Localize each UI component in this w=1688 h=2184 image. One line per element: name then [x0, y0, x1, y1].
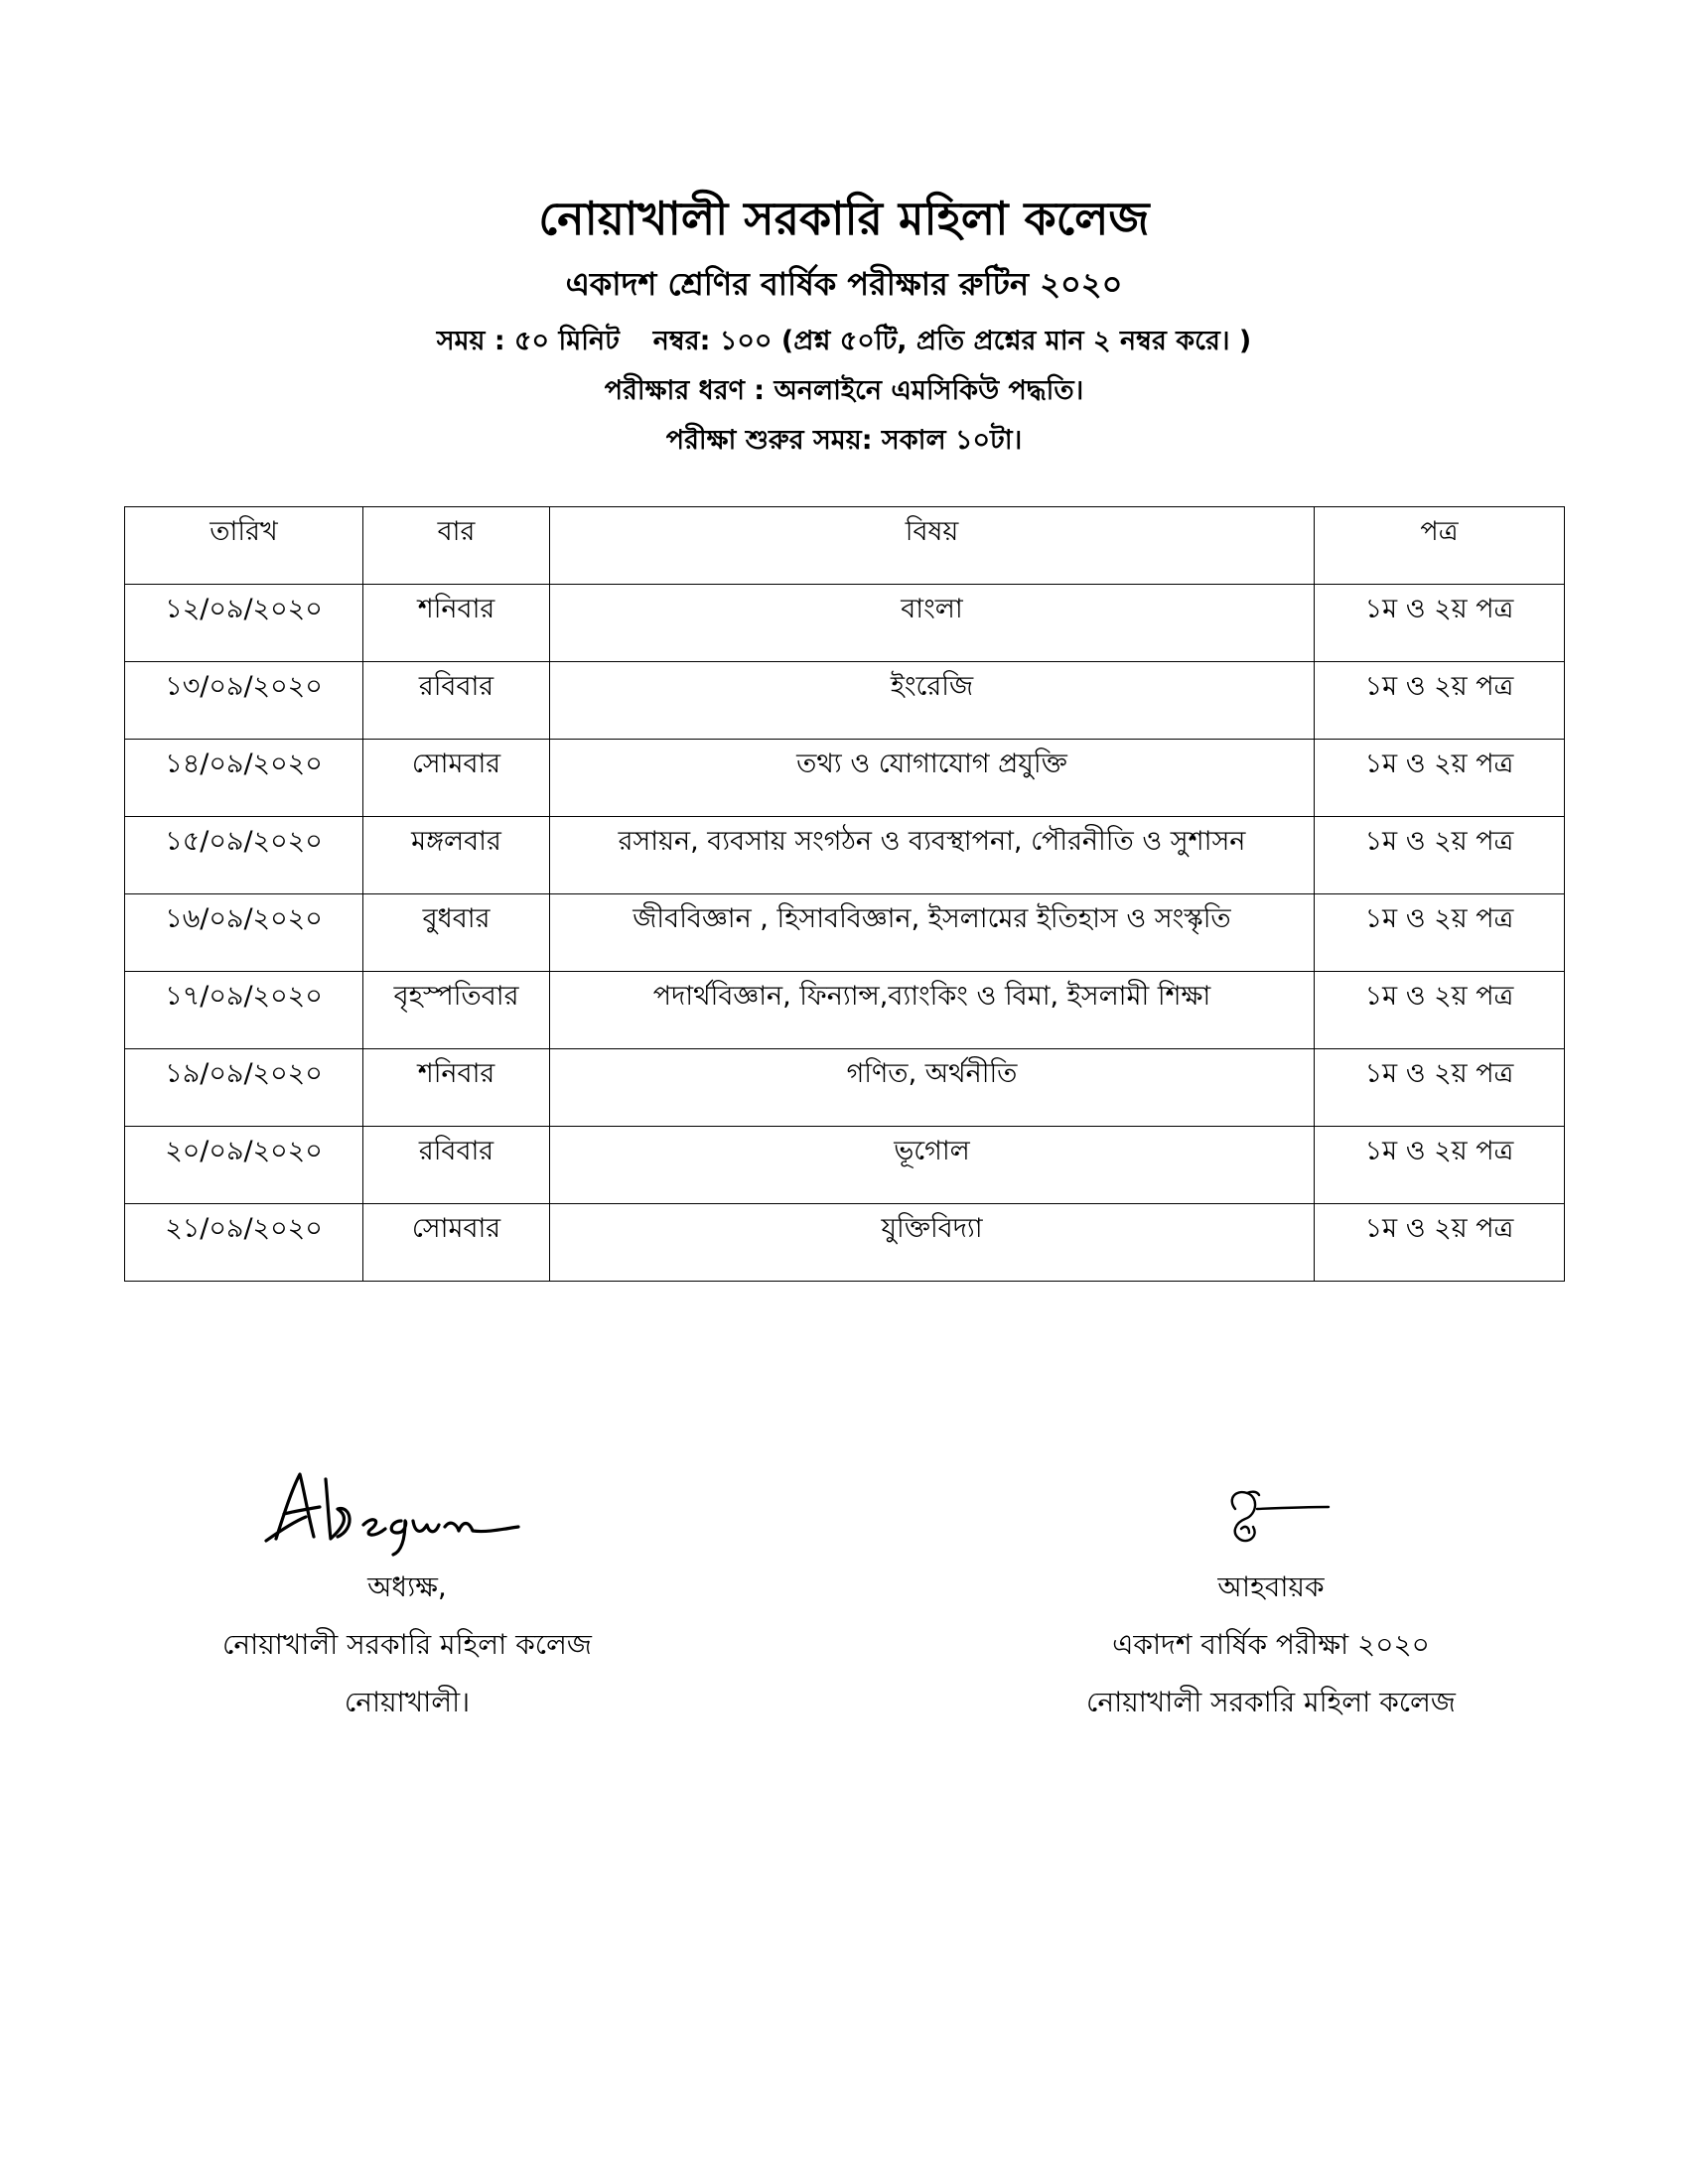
cell-subject: ইংরেজি: [550, 662, 1315, 740]
cell-day: সোমবার: [363, 1204, 550, 1282]
cell-day: সোমবার: [363, 740, 550, 817]
cell-paper: ১ম ও ২য় পত্র: [1315, 894, 1565, 972]
table-row: [125, 740, 1565, 817]
header-date: তারিখ: [125, 507, 363, 585]
cell-day: রবিবার: [363, 662, 550, 740]
cell-subject: পদার্থবিজ্ঞান, ফিন্যান্স,ব্যাংকিং ও বিমা, ইসলামী শিক্ষা: [550, 972, 1315, 1049]
cell-subject: ভূগোল: [550, 1127, 1315, 1204]
table-row: [125, 894, 1565, 972]
cell-paper: ১ম ও ২য় পত্র: [1315, 740, 1565, 817]
cell-date: ১২/০৯/২০২০: [125, 585, 363, 662]
principal-title: অধ্যক্ষ,: [367, 1570, 447, 1603]
routine-title: একাদশ শ্রেণির বার্ষিক পরীক্ষার রুটিন ২০২০: [565, 265, 1123, 303]
cell-date: ১৫/০৯/২০২০: [125, 817, 363, 894]
table-row: [125, 1204, 1565, 1282]
principal-signature-block: [189, 1430, 626, 1731]
principal-place: নোয়াখালী।: [344, 1686, 471, 1718]
cell-day: শনিবার: [363, 1049, 550, 1127]
cell-subject: যুক্তিবিদ্যা: [550, 1204, 1315, 1282]
time-marks-line: [0, 322, 1688, 361]
cell-paper: ১ম ও ২য় পত্র: [1315, 585, 1565, 662]
convener-title: আহবায়ক: [1217, 1570, 1325, 1603]
convener-org: নোয়াখালী সরকারি মহিলা কলেজ: [1086, 1686, 1456, 1718]
cell-day: শনিবার: [363, 585, 550, 662]
principal-signature: [189, 1430, 626, 1559]
cell-date: ১৪/০৯/২০২০: [125, 740, 363, 817]
table-row: [125, 817, 1565, 894]
cell-day: রবিবার: [363, 1127, 550, 1204]
table-header-row: [125, 507, 1565, 585]
table-row: [125, 1049, 1565, 1127]
header-subject: বিষয়: [550, 507, 1315, 585]
cell-date: ১৩/০৯/২০২০: [125, 662, 363, 740]
cell-date: ১৬/০৯/২০২০: [125, 894, 363, 972]
header-day: বার: [363, 507, 550, 585]
table-row: [125, 1127, 1565, 1204]
cell-paper: ১ম ও ২য় পত্র: [1315, 1049, 1565, 1127]
cell-subject: জীববিজ্ঞান , হিসাববিজ্ঞান, ইসলামের ইতিহাস ও সংস্কৃতি: [550, 894, 1315, 972]
cell-day: বুধবার: [363, 894, 550, 972]
convener-signature: [1062, 1430, 1479, 1559]
start-time: পরীক্ষা শুরুর সময়: সকাল ১০টা।: [665, 425, 1023, 456]
marks-info: নম্বর: ১০০ (প্রশ্ন ৫০টি, প্রতি প্রশ্নের মান ২ নম্বর করে। ): [652, 326, 1252, 356]
cell-paper: ১ম ও ২য় পত্র: [1315, 1127, 1565, 1204]
cell-paper: ১ম ও ২য় পত্র: [1315, 817, 1565, 894]
cell-paper: ১ম ও ২য় পত্র: [1315, 972, 1565, 1049]
college-title: নোয়াখালী সরকারি মহিলা কলেজ: [538, 192, 1150, 245]
cell-subject: রসায়ন, ব্যবসায় সংগঠন ও ব্যবস্থাপনা, পৌরনীতি ও সুশাসন: [550, 817, 1315, 894]
cell-day: মঙ্গলবার: [363, 817, 550, 894]
cell-date: ১৯/০৯/২০২০: [125, 1049, 363, 1127]
table-row: [125, 662, 1565, 740]
cell-subject: তথ্য ও যোগাযোগ প্রযুক্তি: [550, 740, 1315, 817]
convener-signature-image: [1062, 1430, 1479, 1559]
cell-date: ২০/০৯/২০২০: [125, 1127, 363, 1204]
table-row: [125, 585, 1565, 662]
header-paper: পত্র: [1315, 507, 1565, 585]
cell-date: ১৭/০৯/২০২০: [125, 972, 363, 1049]
cell-subject: বাংলা: [550, 585, 1315, 662]
principal-signature-image: [189, 1430, 626, 1559]
principal-org: নোয়াখালী সরকারি মহিলা কলেজ: [222, 1628, 592, 1661]
convener-signature-block: [1062, 1430, 1479, 1731]
convener-committee: একাদশ বার্ষিক পরীক্ষা ২০২০: [1112, 1628, 1430, 1661]
cell-subject: গণিত, অর্থনীতি: [550, 1049, 1315, 1127]
time-info: সময় : ৫০ মিনিট: [436, 326, 620, 356]
cell-paper: ১ম ও ২য় পত্র: [1315, 662, 1565, 740]
document-header: [0, 189, 1688, 461]
cell-date: ২১/০৯/২০২০: [125, 1204, 363, 1282]
exam-mode: পরীক্ষার ধরণ : অনলাইনে এমসিকিউ পদ্ধতি।: [604, 375, 1084, 406]
cell-paper: ১ম ও ২য় পত্র: [1315, 1204, 1565, 1282]
table-row: [125, 972, 1565, 1049]
cell-day: বৃহস্পতিবার: [363, 972, 550, 1049]
routine-table: [124, 506, 1565, 1282]
